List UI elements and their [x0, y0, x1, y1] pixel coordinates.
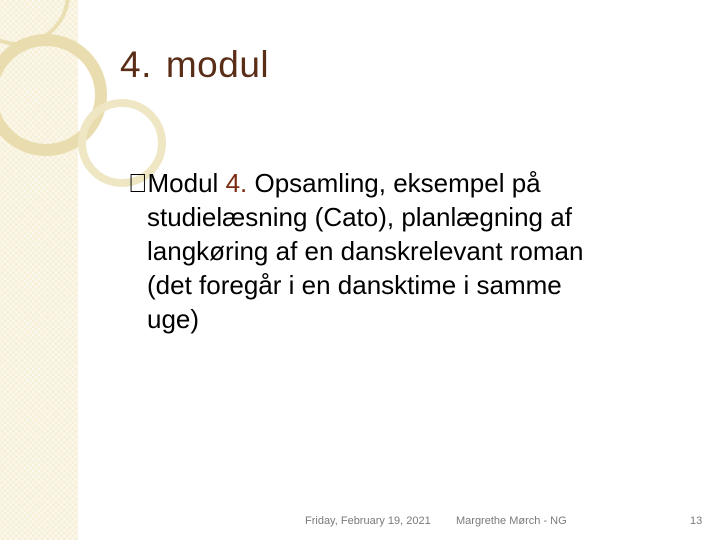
title-text: modul — [165, 44, 270, 85]
bullet-icon — [128, 168, 148, 198]
body-line-2: studielæsning (Cato), planlægning af — [147, 202, 572, 232]
footer-page-number: 13 — [690, 515, 703, 527]
footer-date: Friday, February 19, 2021 — [305, 515, 431, 527]
slide-title — [120, 44, 269, 86]
title-number: 4. — [120, 44, 152, 85]
body-line-1-rest: Opsamling, eksempel på — [234, 168, 522, 198]
body-highlight: 4. — [206, 168, 228, 198]
body-line-4: (det foregår i en dansktime i samme — [147, 270, 562, 300]
body-line-1 — [128, 166, 698, 200]
body-lead: Modul — [128, 168, 199, 198]
body-line-5: uge) — [147, 304, 200, 334]
slide-body — [128, 166, 698, 336]
body-line-3: langkøring af en danskrelevant roman — [147, 236, 584, 266]
footer-author: Margrethe Mørch - NG — [456, 515, 567, 527]
